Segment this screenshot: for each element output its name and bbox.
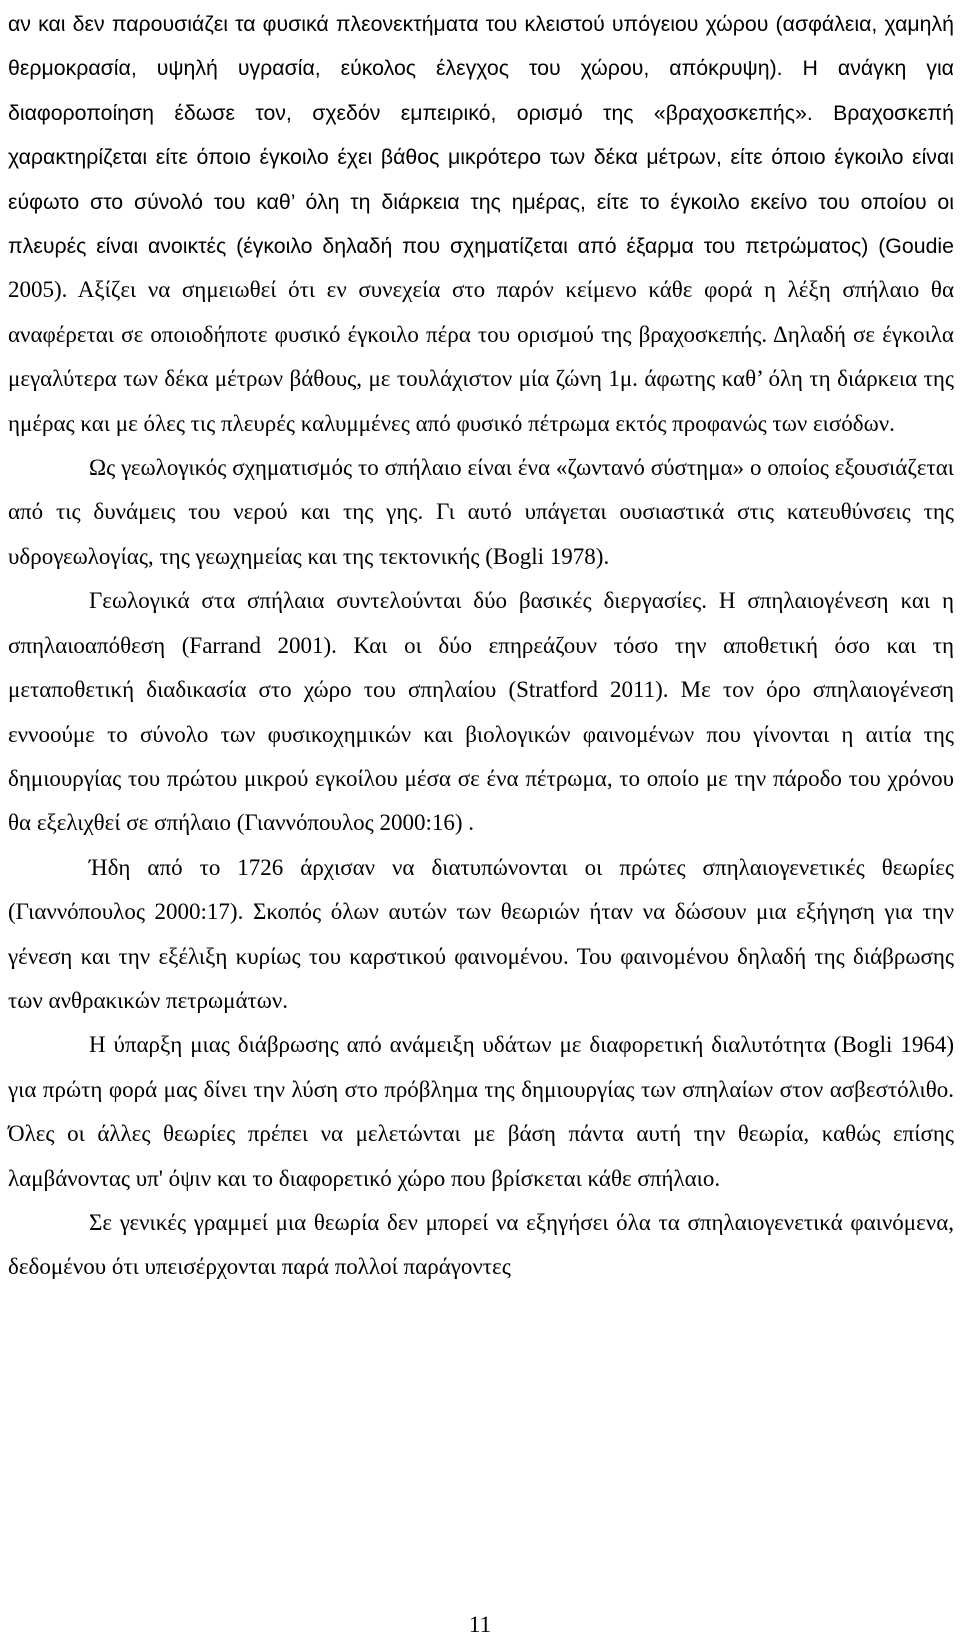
paragraph-3: Γεωλογικά στα σπήλαια συντελούνται δύο βασικές διεργασίες. Η σπηλαιογένεση και η σπηλαιοαπόθεση (Farrand 2001). Και οι δύο επηρεάζουν τόσο την αποθετική όσο και τη μεταποθετική διαδικασία στο χώρο του σπηλαίου (Stratford 2011). Με τον όρο σπηλαιογένεση εννοούμε το σύνολο των φυσικοχημικών και βιολογικών φαινομένων που γίνονται η αιτία της δημιουργίας του πρώτου μικρού εγκοίλου μέσα σε ένα πέτρωμα, το οποίο με την πάροδο του χρόνου θα εξελιχθεί σε σπήλαιο (Γιαννόπουλος 2000:16) .	[8, 588, 954, 836]
paragraph-4: Ήδη από το 1726 άρχισαν να διατυπώνονται οι πρώτες σπηλαιογενετικές θεωρίες (Γιαννόπουλος 2000:17). Σκοπός όλων αυτών των θεωριών ήταν να δώσουν μια εξήγηση για την γένεση και την εξέλιξη κυρίως του καρστικού φαινομένου. Του φαινομένου δηλαδή της διάβρωσης των ανθρακικών πετρωμάτων.	[8, 854, 954, 1013]
page-number: 11	[468, 1612, 492, 1637]
paragraph-1-sans-run: αν και δεν παρουσιάζει τα φυσικά πλεονεκτήματα του κλειστού υπόγειου χώρου (ασφάλεια, χαμηλή θερμοκρασία, υψηλή υγρασία, εύκολος έλεγχος του χώρου, απόκρυψη). Η ανάγκη για διαφοροποίηση έδωσε τον, σχεδόν εμπειρικό, ορισμό της «βραχοσκεπής». Βραχοσκεπή χαρακτηρίζεται είτε όποιο έγκοιλο έχει βάθος μικρότερο των δέκα μέτρων, είτε όποιο έγκοιλο είναι εύφωτο στο σύνολό του καθ’ όλη τη διάρκεια της ημέρας, είτε το έγκοιλο εκείνο του οποίου οι πλευρές είναι ανοικτές (έγκοιλο δηλαδή που σχηματίζεται από έξαρμα του πετρώματος) (Goudie	[8, 12, 954, 259]
paragraph-6: Σε γενικές γραμμεί μια θεωρία δεν μπορεί να εξηγήσει όλα τα σπηλαιογενετικά φαινόμενα, δεδομένου ότι υπεισέρχονται παρά πολλοί παράγοντες	[8, 1209, 954, 1280]
paragraph-5: Η ύπαρξη μιας διάβρωσης από ανάμειξη υδάτων με διαφορετική διαλυτότητα (Bogli 1964) για πρώτη φορά μας δίνει την λύση στο πρόβλημα της δημιουργίας των σπηλαίων στον ασβεστόλιθο. Όλες οι άλλες θεωρίες πρέπει να μελετώνται με βάση πάντα αυτή την θεωρία, καθώς επίσης λαμβάνοντας υπ' όψιν και το διαφορετικό χώρο που βρίσκεται κάθε σπήλαιο.	[8, 1032, 954, 1191]
paragraph-2: Ως γεωλογικός σχηματισμός το σπήλαιο είναι ένα «ζωντανό σύστημα» ο οποίος εξουσιάζεται από τις δυνάμεις του νερού και της γης. Γι αυτό υπάγεται ουσιαστικά στις κατευθύνσεις της υδρογεωλογίας, της γεωχημείας και της τεκτονικής (Bogli 1978).	[8, 455, 954, 569]
body-text	[8, 2, 954, 1290]
paragraph-1-serif-run: 2005). Αξίζει να σημειωθεί ότι εν συνεχεία στο παρόν κείμενο κάθε φορά η λέξη σπήλαιο θα αναφέρεται σε οποιοδήποτε φυσικό έγκοιλο πέρα του ορισμού της βραχοσκεπής. Δηλαδή σε έγκοιλα μεγαλύτερα των δέκα μέτρων βάθους, με τουλάχιστον μία ζώνη 1μ. άφωτης καθ’ όλη τη διάρκεια της ημέρας και με όλες τις πλευρές καλυμμένες από φυσικό πέτρωμα εκτός προφανώς των εισόδων.	[8, 277, 954, 436]
paragraph-1	[8, 2, 954, 446]
